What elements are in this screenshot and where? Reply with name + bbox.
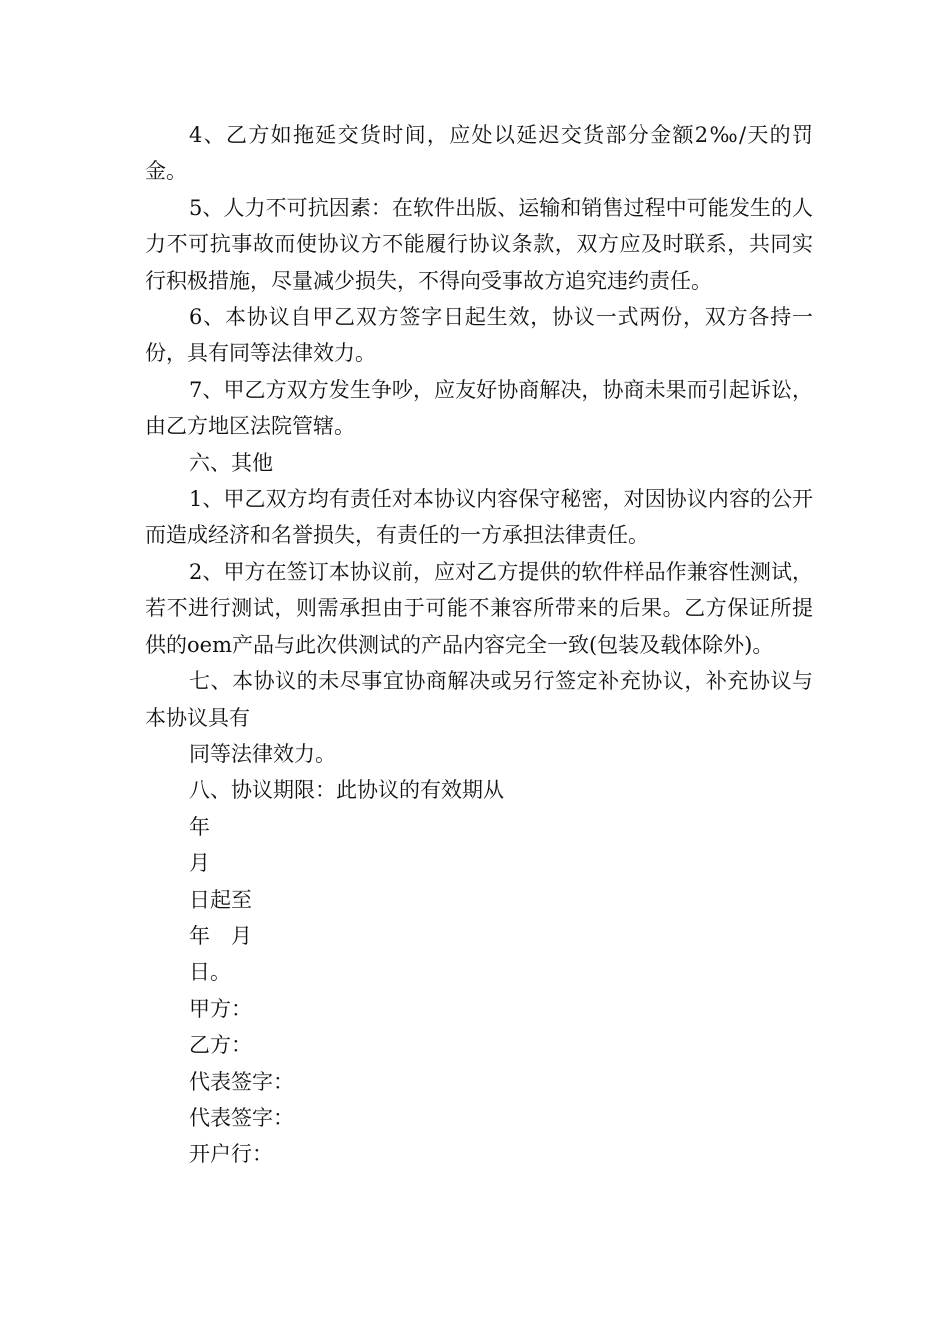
- term-month: 月: [189, 851, 210, 876]
- representative-signature-label: 代表签字：: [189, 1069, 294, 1094]
- section-8-heading: 八、协议期限：此协议的有效期从: [189, 778, 504, 803]
- term-year-month: 年 月: [189, 923, 252, 948]
- term-day-end: 日。: [189, 960, 231, 985]
- clause-6-effectiveness: 6、本协议自甲乙双方签字日起生效，协议一式两份，双方各持一份，具有同等法律效力。: [145, 305, 813, 366]
- term-year: 年: [189, 814, 210, 839]
- section-7-text: 七、本协议的未尽事宜协商解决或另行签定补充协议，补充协议与本协议具有: [145, 669, 813, 730]
- clause-7-dispute: 7、甲乙方双方发生争吵，应友好协商解决，协商未果而引起诉讼，由乙方地区法院管辖。: [145, 377, 813, 439]
- section-7-continuation: 同等法律效力。: [189, 741, 336, 766]
- section-6-clause-2: 2、甲方在签订本协议前，应对乙方提供的软件样品作兼容性测试，若不进行测试，则需承担由于可能不兼容所带来的后果。乙方保证所提供的oem产品与此次供测试的产品内容完全一致(包装及载体除外)。: [145, 559, 813, 657]
- party-a-label: 甲方：: [189, 996, 252, 1021]
- party-b-label: 乙方：: [189, 1033, 252, 1058]
- section-6-clause-1: 1、甲乙双方均有责任对本协议内容保守秘密，对因协议内容的公开而造成经济和名誉损失，有责任的一方承担法律责任。: [145, 487, 813, 548]
- section-6-heading: 六、其他: [189, 450, 273, 475]
- clause-4-delay-penalty: 4、乙方如拖延交货时间，应处以延迟交货部分金额2‰/天的罚金。: [145, 123, 813, 184]
- term-day-from: 日起至: [189, 887, 252, 912]
- clause-5-force-majeure: 5、人力不可抗因素：在软件出版、运输和销售过程中可能发生的人力不可抗事故而使协议方不能履行协议条款，双方应及时联系，共同实行积极措施，尽量减少损失，不得向受事故方追究违约责任。: [145, 195, 813, 293]
- document-body: [145, 117, 813, 1173]
- bank-label: 开户行：: [189, 1142, 273, 1167]
- representative-signature-label: 代表签字：: [189, 1105, 294, 1130]
